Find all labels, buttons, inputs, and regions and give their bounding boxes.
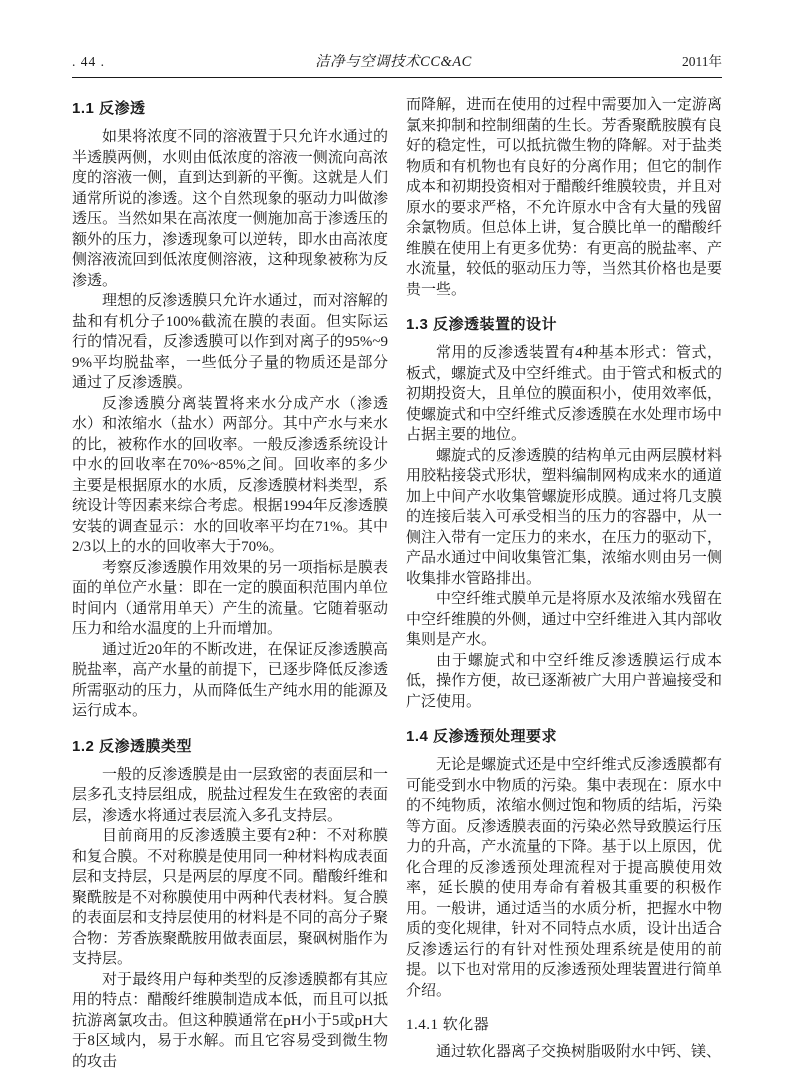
paragraph: 通过近20年的不断改进，在保证反渗透膜高脱盐率，高产水量的前提下，已逐步降低反渗透所需驱动的压力，从而降低生产纯水用的能源及运行成本。: [72, 641, 388, 719]
paragraph: 反渗透膜分离装置将来水分成产水（渗透水）和浓缩水（盐水）两部分。其中产水与来水的比，被称作水的回收率。一般反渗透系统设计中水的回收率在70%~85%之间。回收率的多少主要是根据原水的水质，反渗透膜材料类型，系统设计等因素来综合考虑。根据1994年反渗透膜安装的调查显示：水的回收率平均在71%。其中2/3以上的水的回收率大于70%。: [72, 395, 388, 555]
section-heading-1-2: 1.2 反渗透膜类型: [72, 737, 193, 755]
page-number: . 44 .: [72, 54, 105, 69]
paragraph: 一般的反渗透膜是由一层致密的表面层和一层多孔支持层组成，脱盐过程发生在致密的表面层，渗透水将通过表层流入多孔支持层。: [72, 766, 388, 824]
paragraph: 理想的反渗透膜只允许水通过，而对溶解的盐和有机分子100%截流在膜的表面。但实际运行的情况看，反渗透膜可以作到对离子的95%~99%平均脱盐率，一些低分子量的物质还是部分通过了反渗透膜。: [72, 293, 388, 391]
paragraph: 中空纤维式膜单元是将原水及浓缩水残留在中空纤维膜的外侧，通过中空纤维进入其内部收集则是产水。: [406, 591, 722, 648]
right-column: [406, 95, 722, 1072]
year-label: 2011年: [682, 54, 722, 69]
journal-title: 洁净与空调技术CC&AC: [315, 54, 472, 70]
two-column-body: [72, 95, 722, 1072]
paragraph: 螺旋式的反渗透膜的结构单元由两层膜材料用胶粘接袋式形状，塑料编制网构成来水的通道加上中间产水收集管螺旋形成膜。通过将几支膜的连接后装入可承受相当的压力的容器中，从一侧注入带有一定压力的来水，在压力的驱动下，产品水通过中间收集管汇集，浓缩水则由另一侧收集排水管路排出。: [406, 447, 722, 587]
paragraph: 由于螺旋式和中空纤维反渗透膜运行成本低，操作方便，故已逐渐被广大用户普遍接受和广泛使用。: [406, 652, 722, 710]
subsection-heading-1-4-1: 1.4.1 软化器: [406, 1017, 490, 1033]
left-column: [72, 95, 388, 1072]
paragraph: 常用的反渗透装置有4种基本形式：管式，板式，螺旋式及中空纤维式。由于管式和板式的初期投资大，且单位的膜面积小，使用效率低，使螺旋式和中空纤维式反渗透膜在水处理市场中占据主要的地位。: [406, 345, 722, 443]
paragraph: 无论是螺旋式还是中空纤维式反渗透膜都有可能受到水中物质的污染。集中表现在：原水中的不纯物质，浓缩水侧过饱和物质的结垢，污染等方面。反渗透膜表面的污染必然导致膜运行压力的升高，产水流量的下降。基于以上原因，优化合理的反渗透预处理流程对于提高膜使用效率，延长膜的使用寿命有着极其重要的积极作用。一般讲，通过适当的水质分析，把握水中物质的变化规律，针对不同特点水质，设计出适合反渗透运行的有针对性预处理系统是使用的前提。以下也对常用的反渗透预处理装置进行简单介绍。: [406, 757, 722, 999]
section-heading-1-4: 1.4 反渗透预处理要求: [406, 728, 558, 745]
paragraph: 如果将浓度不同的溶液置于只允许水通过的半透膜两侧，水则由低浓度的溶液一侧流向高浓度的溶液一侧，直到达到新的平衡。这就是人们通常所说的渗透。这个自然现象的驱动力叫做渗透压。当然如果在高浓度一侧施加高于渗透压的额外的压力，渗透现象可以逆转，即水由高浓度侧溶液流回到低浓度侧溶液，这种现象被称为反渗透。: [72, 129, 388, 289]
section-heading-1-3: 1.3 反渗透装置的设计: [406, 316, 558, 333]
paragraph: 目前商用的反渗透膜主要有2种：不对称膜和复合膜。不对称膜是使用同一种材料构成表面层和支持层，只是两层的厚度不同。醋酸纤维和聚酰胺是不对称膜使用中两种代表材料。复合膜的表面层和支持层使用的材料是不同的高分子聚合物：芳香族聚酰胺用做表面层，聚砜树脂作为支持层。: [72, 828, 388, 967]
paragraph: 通过软化器离子交换树脂吸附水中钙、镁、: [436, 1044, 722, 1060]
paragraph: 考察反渗透膜作用效果的另一项指标是膜表面的单位产水量：即在一定的膜面积范围内单位时间内（通常用单天）产生的流量。它随着驱动压力和给水温度的上升而增加。: [72, 559, 388, 637]
paragraph: 对于最终用户每种类型的反渗透膜都有其应用的特点：醋酸纤维膜制造成本低，而且可以抵抗游离氯攻击。但这种膜通常在pH小于5或pH大于8区域内，易于水解。而且它容易受到微生物的攻击: [72, 971, 388, 1070]
section-heading-1-1: 1.1 反渗透: [72, 100, 146, 117]
page-header: [72, 50, 722, 78]
paragraph-continued: 而降解，进而在使用的过程中需要加入一定游离氯来抑制和控制细菌的生长。芳香聚酰胺膜有良好的稳定性，可以抵抗微生物的降解。对于盐类物质和有机物也有良好的分离作用；但它的制作成本和初期投资相对于醋酸纤维膜较贵，并且对原水的要求严格，不允许原水中含有大量的残留余氯物质。但总体上讲，复合膜比单一的醋酸纤维膜在使用上有更多优势：有更高的脱盐率、产水流量，较低的驱动压力等，当然其价格也是要贵一些。: [406, 97, 722, 298]
